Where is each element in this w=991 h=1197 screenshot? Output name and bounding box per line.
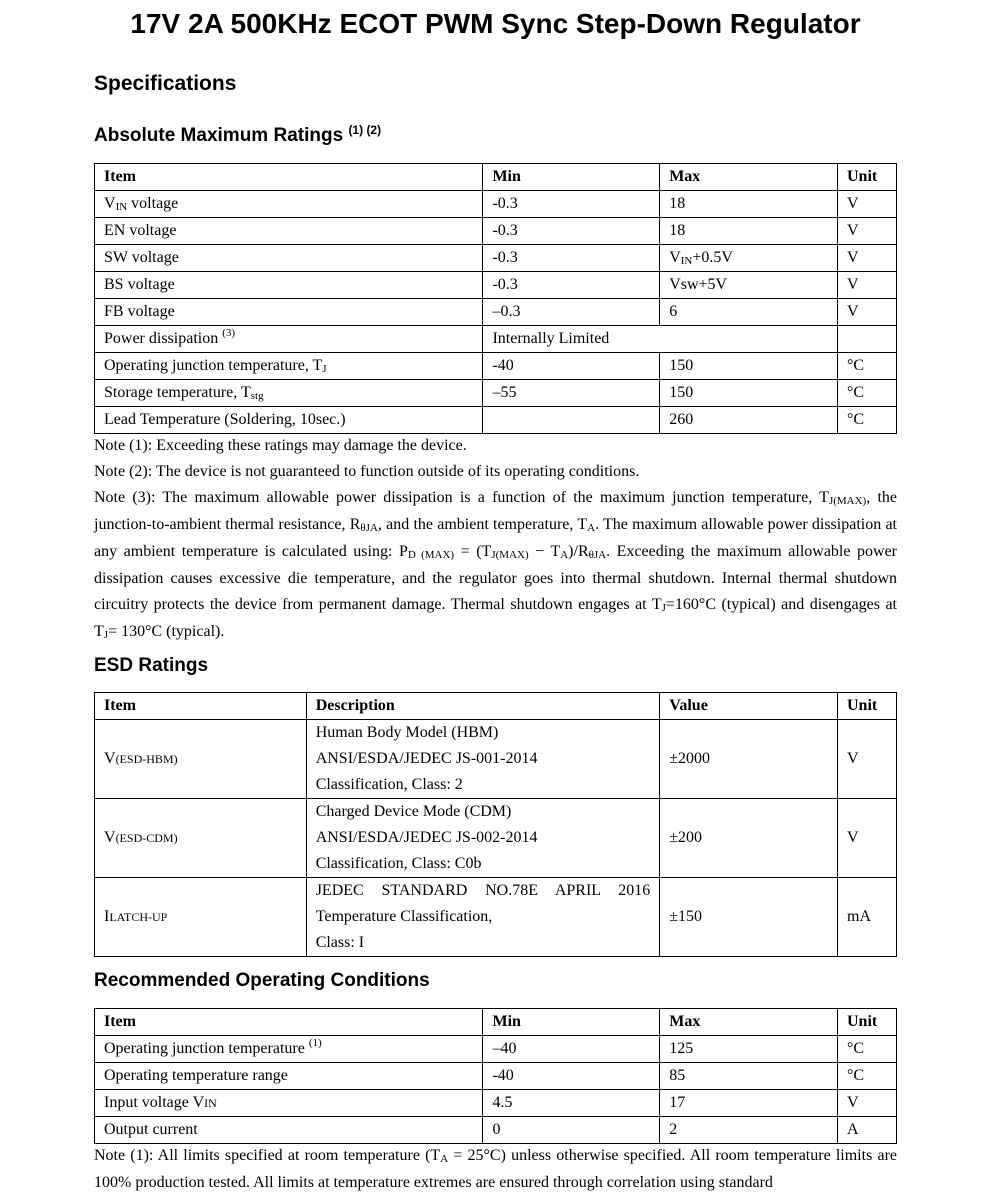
cell-min: –40 (483, 1036, 660, 1063)
cell-item: Lead Temperature (Soldering, 10sec.) (95, 407, 483, 434)
cell-item: EN voltage (95, 218, 483, 245)
table-row (95, 380, 897, 407)
abs-max-table (94, 163, 897, 434)
cell-unit: °C (838, 353, 897, 380)
cell-value: ±2000 (660, 720, 838, 799)
table-row (95, 407, 897, 434)
table-row (95, 1090, 897, 1117)
cell-unit: V (838, 272, 897, 299)
abs-max-notes (94, 433, 897, 646)
cell-item: V(ESD-HBM) (95, 720, 307, 799)
roc-notes (94, 1143, 897, 1196)
col-header-max: Max (660, 1009, 838, 1036)
cell-max: $V_{IN}+0.5V$ (660, 245, 838, 272)
cell-min: -40 (483, 353, 660, 380)
cell-description: Human Body Model (HBM) ANSI/ESDA/JEDEC JS-001-2014 Classification, Class: 2 (306, 720, 660, 799)
table-row (95, 1036, 897, 1063)
col-header-item: Item (95, 164, 483, 191)
cell-min: -0.3 (483, 191, 660, 218)
cell-item: SW voltage (95, 245, 483, 272)
cell-unit: V (838, 191, 897, 218)
cell-item: Input voltage VIN (95, 1090, 483, 1117)
cell-min: –55 (483, 380, 660, 407)
cell-value: ±150 (660, 878, 838, 957)
table-row (95, 720, 897, 799)
cell-unit: V (838, 1090, 897, 1117)
cell-max: 125 (660, 1036, 838, 1063)
cell-unit: °C (838, 407, 897, 434)
cell-item: ILATCH-UP (95, 878, 307, 957)
cell-min: –0.3 (483, 299, 660, 326)
cell-item: BS voltage (95, 272, 483, 299)
cell-description: Charged Device Mode (CDM) ANSI/ESDA/JEDEC JS-002-2014 Classification, Class: C0b (306, 799, 660, 878)
document-title: 17V 2A 500KHz ECOT PWM Sync Step-Down Regulator (130, 8, 861, 39)
cell-min (483, 407, 660, 434)
table-header-row (95, 164, 897, 191)
cell-item: $V_{IN}$ voltage (95, 191, 483, 218)
cell-description: JEDEC STANDARD NO.78E APRIL 2016 Temperature Classification, Class: I (306, 878, 660, 957)
table-row (95, 878, 897, 957)
table-row (95, 799, 897, 878)
roc-table (94, 1008, 897, 1144)
table-row (95, 245, 897, 272)
table-header-row (95, 693, 897, 720)
cell-min: 4.5 (483, 1090, 660, 1117)
esd-heading: ESD Ratings (94, 655, 209, 676)
cell-unit: A (838, 1117, 897, 1144)
table-row (95, 272, 897, 299)
specifications-heading: Specifications (94, 72, 237, 95)
note-3: Note (3): The maximum allowable power dissipation is a function of the maximum junction temperature, $T_{J(MAX)}$, the junction-to-ambient thermal resistance, $R_{\theta JA}$, and the ambient temperature, $T_A$. The maximum allowable power dissipation at any ambient temperature is calculated using: $P_{D (MAX)} = (T_{J(MAX)} - T_A)/R_{\theta JA}$. Exceeding the maximum allowable power dissipation causes excessive die temperature, and the regulator goes into thermal shutdown. Internal thermal shutdown circuitry protects the device from permanent damage. Thermal shutdown engages at $T_J=160^\circ C$ (typical) and disengages at $T_J= 130^\circ C$ (typical). (94, 489, 898, 641)
cell-max: 6 (660, 299, 838, 326)
note-1: Note (1): Exceeding these ratings may damage the device. (94, 437, 467, 454)
cell-item: V(ESD-CDM) (95, 799, 307, 878)
col-header-item: Item (95, 693, 307, 720)
cell-max: 85 (660, 1063, 838, 1090)
roc-heading: Recommended Operating Conditions (94, 970, 430, 991)
col-header-description: Description (306, 693, 660, 720)
esd-table (94, 692, 897, 957)
cell-min: -40 (483, 1063, 660, 1090)
cell-value: ±200 (660, 799, 838, 878)
col-header-value: Value (660, 693, 838, 720)
table-row (95, 326, 897, 353)
cell-unit: V (838, 299, 897, 326)
table-row (95, 1117, 897, 1144)
col-header-item: Item (95, 1009, 483, 1036)
cell-item: Storage temperature, $T_{stg}$ (95, 380, 483, 407)
cell-max: 150 (660, 380, 838, 407)
cell-unit: V (838, 245, 897, 272)
cell-unit (838, 326, 897, 353)
note-2: Note (2): The device is not guaranteed to function outside of its operating conditions. (94, 463, 640, 480)
cell-unit: °C (838, 1036, 897, 1063)
cell-min: 0 (483, 1117, 660, 1144)
cell-max: 17 (660, 1090, 838, 1117)
col-header-min: Min (483, 1009, 660, 1036)
cell-unit: °C (838, 1063, 897, 1090)
cell-unit: V (838, 720, 897, 799)
cell-min: -0.3 (483, 218, 660, 245)
col-header-unit: Unit (838, 1009, 897, 1036)
cell-unit: V (838, 799, 897, 878)
cell-unit: °C (838, 380, 897, 407)
abs-max-heading: Absolute Maximum Ratings $^{(1) (2)}$ (94, 123, 382, 146)
cell-item: Power dissipation $^{(3)}$ (95, 326, 483, 353)
table-row (95, 191, 897, 218)
roc-note-1: Note (1): All limits specified at room temperature $(T_A = 25^\circ C)$ unless otherwise specified. All room temperature limits are 100% production tested. All limits at temperature extremes are ensured through correlation using standard (94, 1147, 898, 1191)
col-header-unit: Unit (838, 693, 897, 720)
table-row (95, 1063, 897, 1090)
table-row (95, 218, 897, 245)
cell-item: Operating junction temperature $^{(1)}$ (95, 1036, 483, 1063)
cell-unit: mA (838, 878, 897, 957)
col-header-unit: Unit (838, 164, 897, 191)
cell-max: 2 (660, 1117, 838, 1144)
cell-max: 18 (660, 218, 838, 245)
col-header-min: Min (483, 164, 660, 191)
col-header-max: Max (660, 164, 838, 191)
cell-item: FB voltage (95, 299, 483, 326)
cell-item: Operating temperature range (95, 1063, 483, 1090)
table-row (95, 299, 897, 326)
table-row (95, 353, 897, 380)
cell-min-max: Internally Limited (483, 326, 838, 353)
cell-max: 150 (660, 353, 838, 380)
cell-item: Operating junction temperature, $T_J$ (95, 353, 483, 380)
cell-min: -0.3 (483, 272, 660, 299)
cell-item: Output current (95, 1117, 483, 1144)
cell-min: -0.3 (483, 245, 660, 272)
cell-max: 18 (660, 191, 838, 218)
cell-max: 260 (660, 407, 838, 434)
cell-max: Vsw+5V (660, 272, 838, 299)
cell-unit: V (838, 218, 897, 245)
table-header-row (95, 1009, 897, 1036)
